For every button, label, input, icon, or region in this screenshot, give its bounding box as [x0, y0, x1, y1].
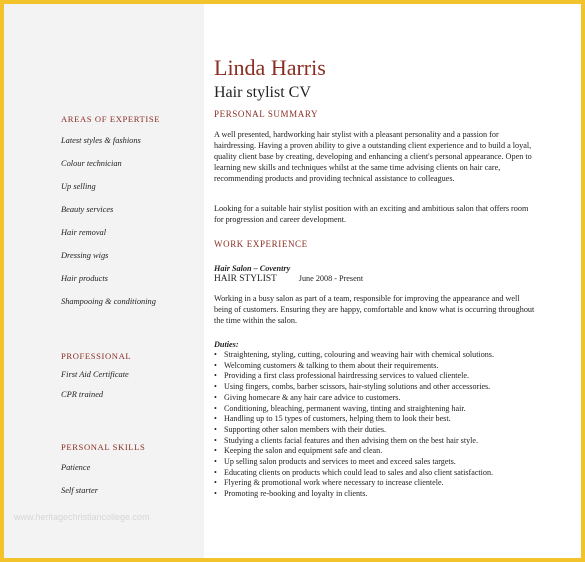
job-employer: Hair Salon – Coventry: [214, 264, 291, 273]
expertise-item: Hair products: [61, 274, 108, 283]
duty-item: • Promoting re-booking and loyalty in clients.: [214, 489, 368, 499]
duty-item: • Using fingers, combs, barber scissors, hair-styling solutions and other accessories.: [214, 382, 491, 392]
duty-item: • Up selling salon products and services to meet and exceed sales targets.: [214, 457, 456, 467]
skills-title: PERSONAL SKILLS: [61, 442, 146, 452]
skills-item: Patience: [61, 463, 91, 472]
candidate-name: Linda Harris: [214, 55, 326, 80]
job-description: Working in a busy salon as part of a team, responsible for improving the appearance and well being of customers. Ensuring they are happy, comfortable and know what is occurring throughout the time within the salon.: [214, 294, 535, 325]
duties-list: [214, 350, 544, 500]
expertise-item: Colour technician: [61, 159, 122, 168]
duty-item: • Welcoming customers & talking to them about their requirements.: [214, 360, 439, 370]
duty-item: • Providing a first class professional hairdressing services to valued clientele.: [214, 371, 469, 381]
professional-item: First Aid Certificate: [61, 370, 129, 379]
expertise-item: Beauty services: [61, 205, 114, 214]
summary-title: PERSONAL SUMMARY: [214, 109, 319, 119]
professional-title: PROFESSIONAL: [61, 351, 132, 361]
expertise-item: Hair removal: [61, 228, 107, 237]
duty-item: • Handling up to 15 types of customers, helping them to look their best.: [214, 414, 451, 424]
experience-title: WORK EXPERIENCE: [214, 239, 308, 249]
expertise-title: AREAS OF EXPERTISE: [61, 114, 161, 124]
watermark: www.heritagechristiancollege.com: [14, 512, 150, 522]
duty-item: • Educating clients on products which could lead to sales and also client satisfaction.: [214, 467, 494, 477]
duty-item: • Giving homecare & any hair care advice to customers.: [214, 392, 401, 402]
sidebar: [4, 4, 204, 558]
expertise-item: Up selling: [61, 182, 96, 191]
skills-item: Self starter: [61, 486, 98, 495]
summary-paragraph: Looking for a suitable hair stylist position with an exciting and ambitious salon that offers room for progression and career development.: [214, 204, 529, 224]
expertise-item: Latest styles & fashions: [61, 136, 141, 145]
expertise-item: Dressing wigs: [61, 251, 109, 260]
duty-item: • Conditioning, bleaching, permanent waving, tinting and straightening hair.: [214, 403, 466, 413]
duty-item: • Flyering & promotional work where necessary to increase clientele.: [214, 478, 444, 488]
duty-item: • Supporting other salon members with their duties.: [214, 424, 387, 434]
expertise-item: Shampooing & conditioning: [61, 297, 156, 306]
duty-item: • Keeping the salon and equipment safe and clean.: [214, 446, 383, 456]
duty-item: • Straightening, styling, cutting, colouring and weaving hair with chemical solutions.: [214, 350, 494, 359]
job-role-line: [214, 274, 363, 284]
professional-item: CPR trained: [61, 390, 104, 399]
cv-subtitle: Hair stylist CV: [214, 84, 311, 101]
job-dates: June 2008 - Present: [298, 274, 364, 283]
cv-page: [4, 4, 581, 558]
duty-item: • Studying a clients facial features and then advising them on the best hair style.: [214, 435, 478, 445]
summary-paragraph: A well presented, hardworking hair stylist with a pleasant personality and a passion for hairdressing. Having a proven ability to give a outstanding client experience and to build a loyal, quality client base by creating, developing and enhancing a client's personal appearance. Open to learning new skills and techniques whilst at the same time advising clients on hair care, recommending products and providing technical assistance to colleagues.: [214, 130, 532, 183]
duties-label: Duties:: [214, 340, 239, 349]
job-role: HAIR STYLIST: [214, 274, 277, 284]
